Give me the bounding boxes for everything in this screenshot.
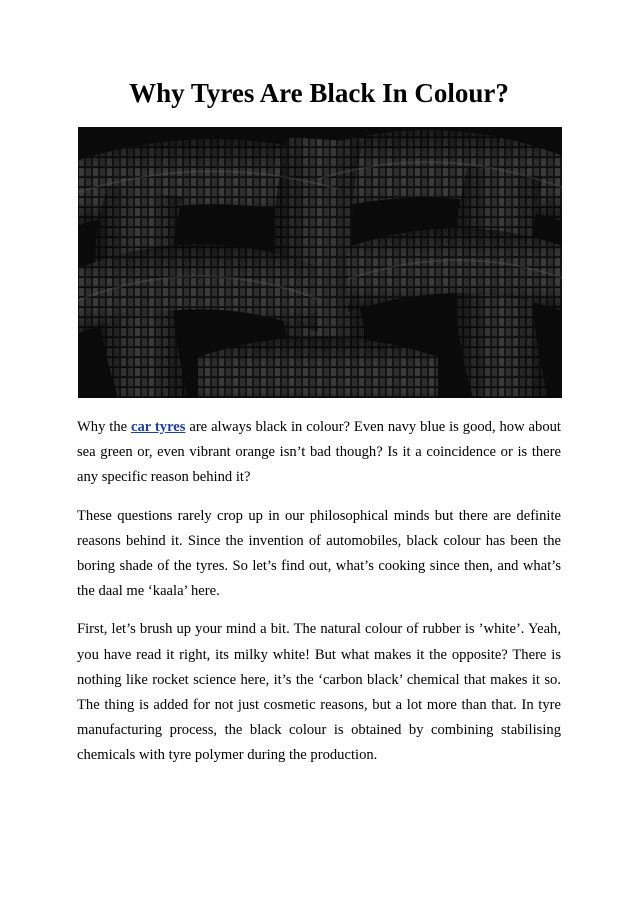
paragraph-carbon-black: First, let’s brush up your mind a bit. The natural colour of rubber is ’white’. Yeah, you have read it right, its milky white! But what makes it the opposite? There is nothing like rocket science here, it’s the ‘carbon black’ chemical that makes it so. The thing is added for not just cosmetic reasons, but a lot more than that. In tyre manufacturing process, the black colour is obtained by combining stabilising chemicals with tyre polymer during the production. (77, 621, 561, 764)
paragraph-intro-rest: are always black in colour? Even navy blue is good, how about sea green or, even vibrant orange isn’t bad though? Is it a coincidence or is there any specific reason behind it? (77, 419, 561, 486)
car-tyres-link[interactable]: car tyres (131, 419, 186, 435)
tyres-stack-image (78, 127, 562, 398)
article-body (77, 415, 561, 782)
paragraph-intro (77, 415, 561, 491)
paragraph-intro-lead: Why the (77, 419, 132, 435)
paragraph-history: These questions rarely crop up in our philosophical minds but there are definite reasons behind it. Since the invention of automobiles, black colour has been the boring shade of the tyres. So let’s find out, what’s cooking since then, and what’s the daal me ‘kaala’ here. (77, 507, 561, 600)
page-title: Why Tyres Are Black In Colour? (129, 78, 509, 108)
